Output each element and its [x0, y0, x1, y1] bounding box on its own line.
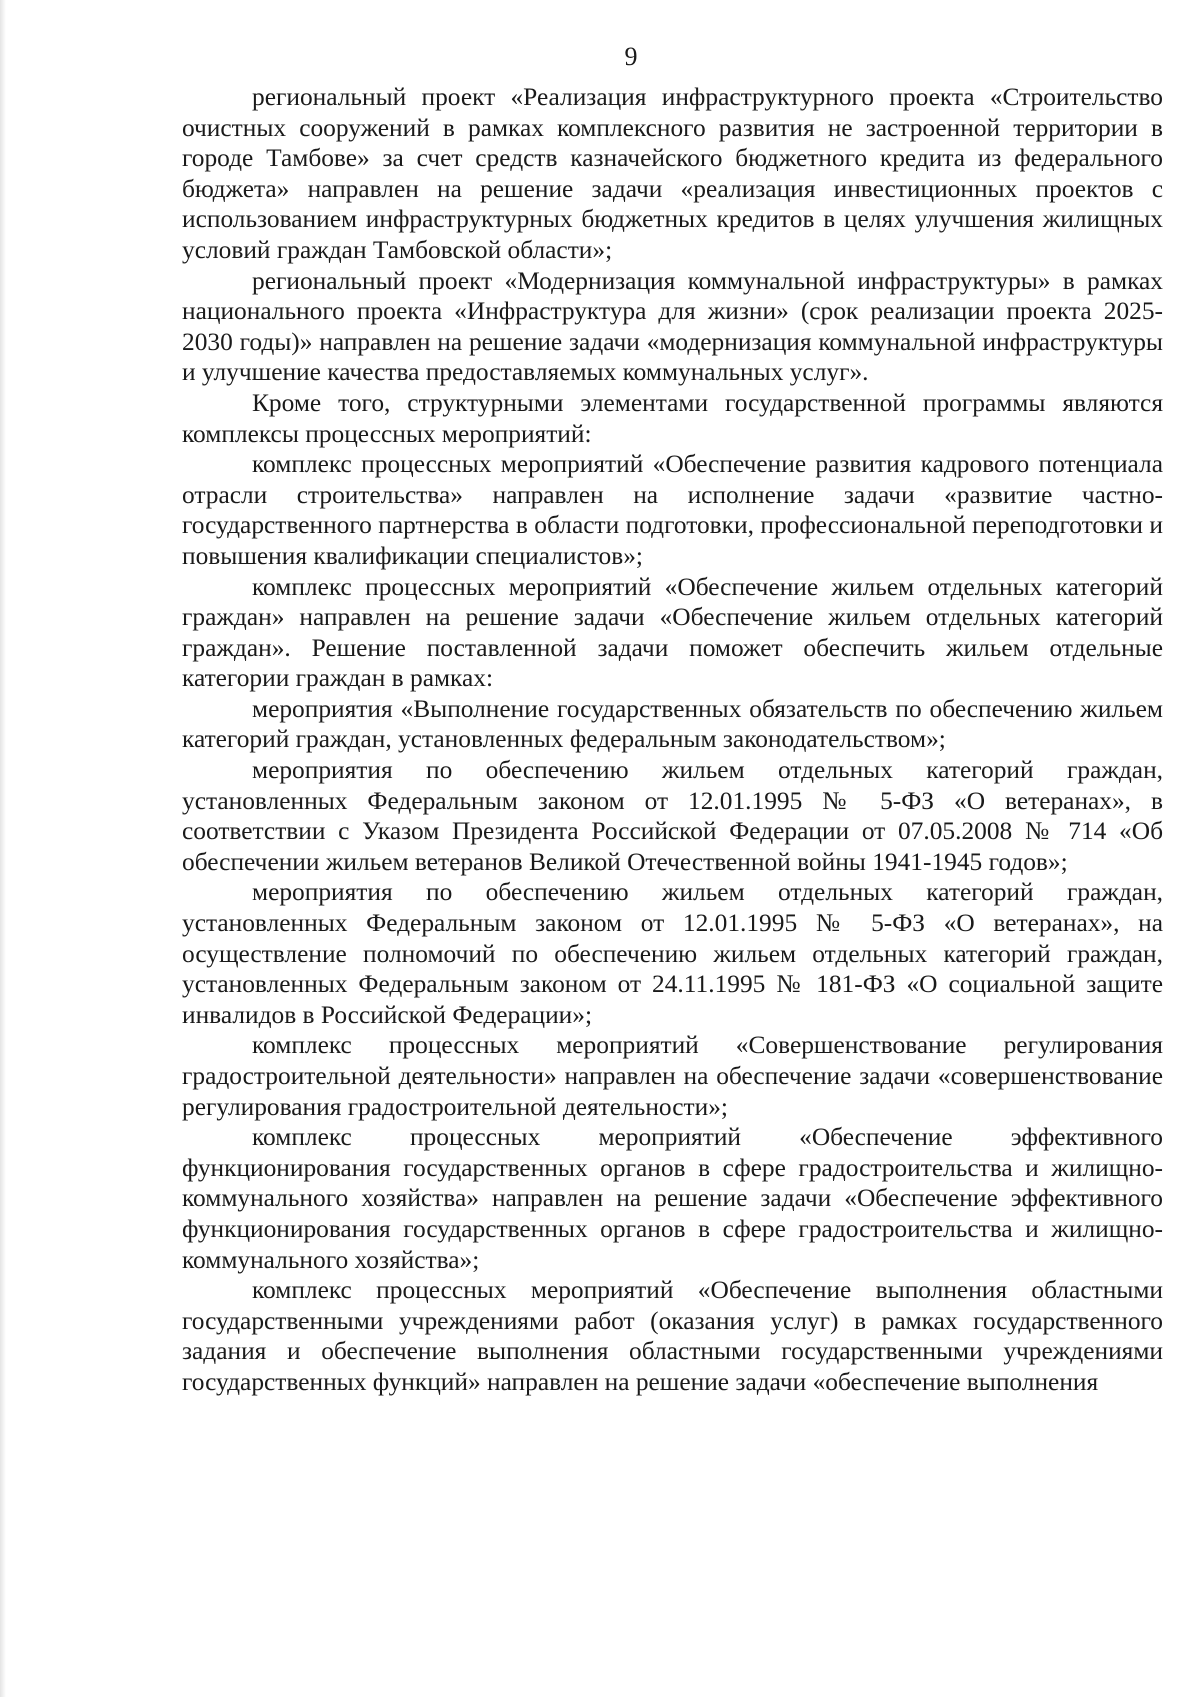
- page-number: 9: [624, 42, 638, 71]
- paragraph: комплекс процессных мероприятий «Обеспечение выполнения областными государственными учреждениями работ (оказания услуг) в рамках государственного задания и обеспечение выполнения областными государственными учреждениями государственных функций» направлен на решение задачи «обеспечение выполнения: [182, 1276, 1163, 1396]
- document-body: [182, 82, 1163, 1398]
- paragraph: региональный проект «Модернизация коммунальной инфраструктуры» в рамках национального проекта «Инфраструктура для жизни» (срок реализации проекта 2025-2030 годы)» направлен на решение задачи «модернизация коммунальной инфраструктуры и улучшение качества предоставляемых коммунальных услуг».: [182, 266, 1163, 387]
- paragraph: мероприятия по обеспечению жильем отдельных категорий граждан, установленных Федеральным законом от 12.01.1995 № 5-ФЗ «О ветеранах», в соответствии с Указом Президента Российской Федерации от 07.05.2008 № 714 «Об обеспечении жильем ветеранов Великой Отечественной войны 1941-1945 годов»;: [182, 756, 1163, 876]
- paragraph: мероприятия по обеспечению жильем отдельных категорий граждан, установленных Федеральным законом от 12.01.1995 № 5-ФЗ «О ветеранах», на осуществление полномочий по обеспечению жильем отдельных категорий граждан, установленных Федеральным законом от 24.11.1995 № 181-ФЗ «О социальной защите инвалидов в Российской Федерации»;: [182, 878, 1163, 1029]
- paragraph: мероприятия «Выполнение государственных обязательств по обеспечению жильем категорий граждан, установленных федеральным законодательством»;: [182, 694, 1163, 754]
- paragraph: комплекс процессных мероприятий «Совершенствование регулирования градостроительной деятельности» направлен на обеспечение задачи «совершенствование регулирования градостроительной деятельности»;: [182, 1031, 1163, 1121]
- scan-edge: [0, 0, 6, 1697]
- paragraph: комплекс процессных мероприятий «Обеспечение жильем отдельных категорий граждан» направлен на решение задачи «Обеспечение жильем отдельных категорий граждан». Решение поставленной задачи поможет обеспечить жильем отдельные категории граждан в рамках:: [182, 572, 1163, 693]
- paragraph: Кроме того, структурными элементами государственной программы являются комплексы процессных мероприятий:: [182, 388, 1163, 448]
- paragraph: региональный проект «Реализация инфраструктурного проекта «Строительство очистных сооружений в рамках комплексного развития не застроенной территории в городе Тамбове» за счет средств казначейского бюджетного кредита из федерального бюджета» направлен на решение задачи «реализация инвестиционных проектов с использованием инфраструктурных бюджетных кредитов в целях улучшения жилищных условий граждан Тамбовской области»;: [182, 83, 1163, 264]
- paragraph: комплекс процессных мероприятий «Обеспечение эффективного функционирования государственных органов в сфере градостроительства и жилищно-коммунального хозяйства» направлен на решение задачи «Обеспечение эффективного функционирования государственных органов в сфере градостроительства и жилищно-коммунального хозяйства»;: [182, 1123, 1163, 1274]
- paragraph: комплекс процессных мероприятий «Обеспечение развития кадрового потенциала отрасли строительства» направлен на исполнение задачи «развитие частно-государственного партнерства в области подготовки, профессиональной переподготовки и повышения квалификации специалистов»;: [182, 450, 1163, 570]
